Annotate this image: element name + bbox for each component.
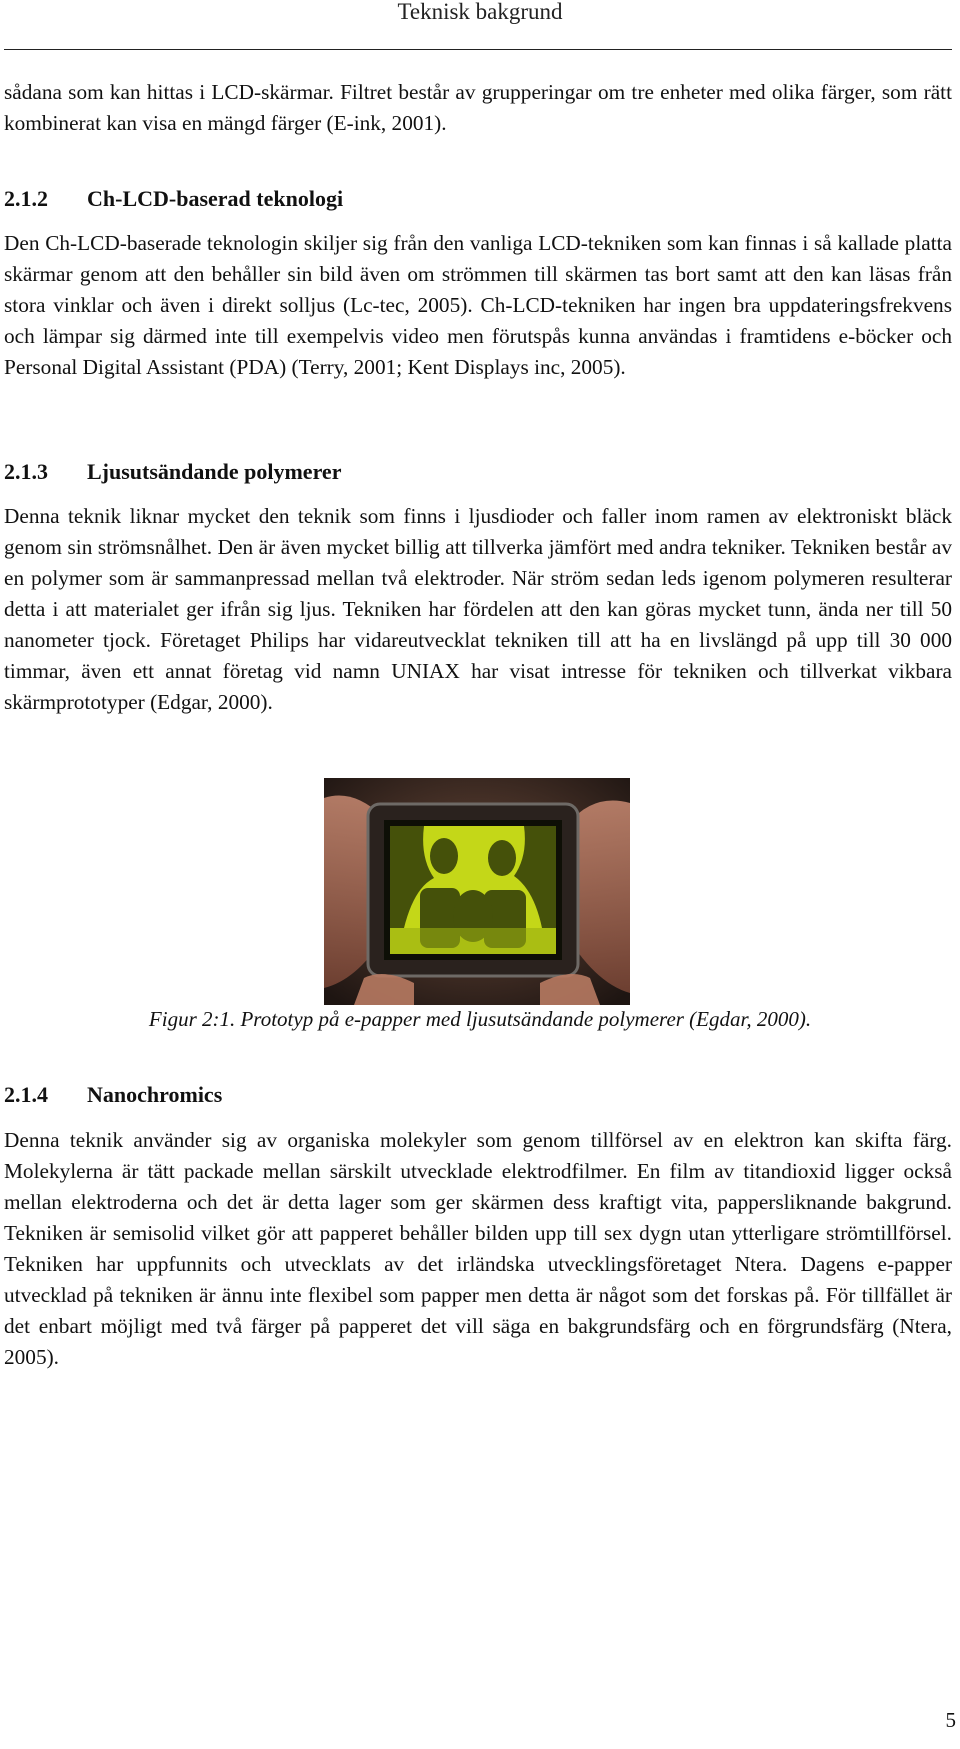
prototype-photo-illustration [324,778,630,1005]
section-title: Nanochromics [87,1082,223,1107]
header-divider [4,49,952,50]
intro-paragraph: sådana som kan hittas i LCD-skärmar. Filtret består av grupperingar om tre enheter med olika färger, som rätt kombinerat kan visa en mängd färger (E-ink, 2001). [4,80,952,135]
section-number: 2.1.2 [4,186,48,211]
section-body-2-1-3: Denna teknik liknar mycket den teknik som finns i ljusdioder och faller inom ramen av elektroniskt bläck genom sin strömsnålhet. Den är även mycket billig att tillverka jämfört med andra tekniker. Tekniken består av en polymer som är sammanpressad mellan två elektroder. När ström sedan leds igenom polymeren resulterar detta i att materialet ger ifrån sig ljus. Tekniken har fördelen att den kan göras mycket tunn, ända ner till 50 nanometer tjock. Företaget Philips har vidareutvecklat tekniken till att ha en livslängd på upp till 30 000 timmar, även ett annat företag vid namn UNIAX har visat intresse för tekniken och tillverkat vikbara skärmprototyper (Edgar, 2000). [4,504,952,714]
section-number: 2.1.3 [4,459,48,484]
section-heading-2-1-4 [4,1080,222,1110]
section-number: 2.1.4 [4,1082,48,1107]
section-title: Ch-LCD-baserad teknologi [87,186,344,211]
section-heading-2-1-2 [4,184,343,214]
section-heading-2-1-3 [4,457,341,487]
section-body-2-1-2: Den Ch-LCD-baserade teknologin skiljer sig från den vanliga LCD-tekniken som kan finnas i så kallade platta skärmar genom att den behåller sin bild även om strömmen till skärmen tas bort samt att den kan läsas från stora vinklar och även i direkt solljus (Lc-tec, 2005). Ch-LCD-tekniken har ingen bra uppdateringsfrekvens och lämpar sig därmed inte till exempelvis video men förutspås kunna användas i framtidens e-böcker och Personal Digital Assistant (PDA) (Terry, 2001; Kent Displays inc, 2005). [4,231,952,379]
prototype-photo [324,778,630,1005]
section-body-2-1-4: Denna teknik använder sig av organiska molekyler som genom tillförsel av en elektron kan skifta färg. Molekylerna är tätt packade mellan särskilt utvecklade elektrodfilmer. En film av titandioxid ligger också mellan elektroderna och det är detta lager som ger skärmen dess kraftigt vita, pappersliknande bakgrund. Tekniken är semisolid vilket gör att papperet behåller bilden upp till sex dygn utan ytterligare strömtillförsel. Tekniken har uppfunnits och utvecklats av det irländska utvecklingsföretaget Ntera. Dagens e-papper utvecklad på tekniken är ännu inte flexibel som papper men detta är något som det forskas på. För tillfället är det enbart möjligt med två färger på papperet det vill säga en bakgrundsfärg och en förgrundsfärg (Ntera, 2005). [4,1128,952,1369]
section-title: Ljusutsändande polymerer [87,459,342,484]
page-number: 5 [945,1708,956,1732]
figure-caption: Figur 2:1. Prototyp på e-papper med ljusutsändande polymerer (Egdar, 2000). [148,1007,812,1031]
running-header: Teknisk bakgrund [397,0,563,24]
